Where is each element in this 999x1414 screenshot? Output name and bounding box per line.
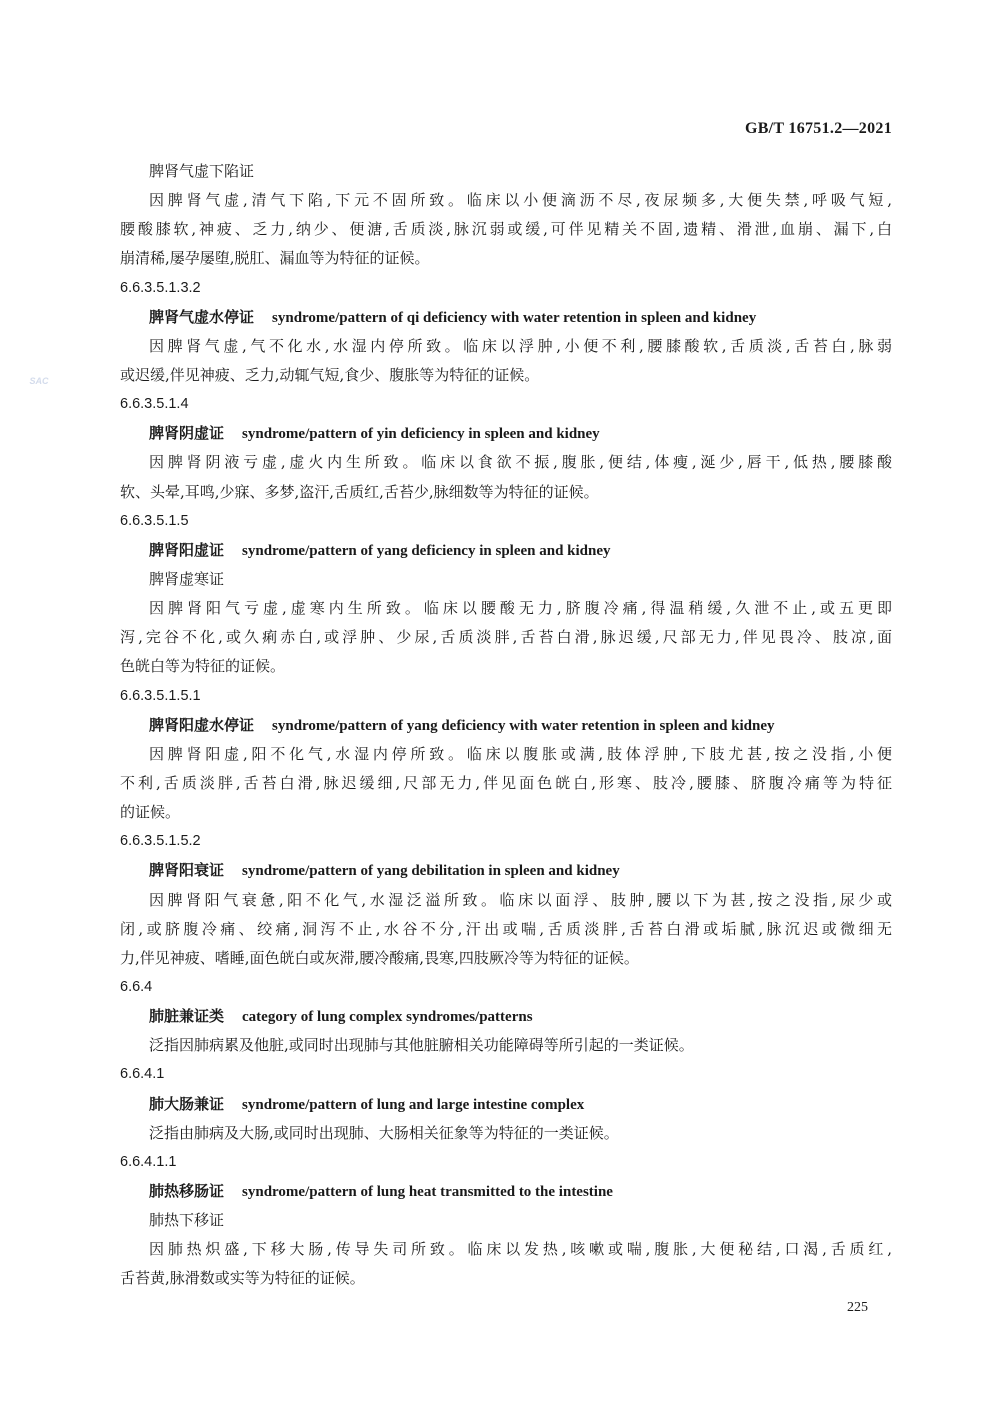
body-text-line: 脾肾气虚下陷证 (149, 162, 255, 180)
body-text-line: 因脾肾阴液亏虚,虚火内生所致。临床以食欲不振,腹胀,便结,体瘦,涎少,唇干,低热,腰膝酸 (149, 453, 892, 472)
body-text-line: 因脾肾气虚,气不化水,水湿内停所致。临床以浮肿,小便不利,腰膝酸软,舌质淡,舌苔白,脉弱 (149, 336, 892, 355)
body-text-line: 因脾肾阳气亏虚,虚寒内生所致。临床以腰酸无力,脐腹冷痛,得温稍缓,久泄不止,或五更即 (149, 599, 892, 618)
term-english: syndrome/pattern of yang deficiency in spleen and kidney (242, 542, 611, 559)
body-text-line: 舌苔黄,脉滑数或实等为特征的证候。 (120, 1269, 365, 1288)
term-heading (0, 856, 999, 885)
term-english: syndrome/pattern of yang deficiency with water retention in spleen and kidney (272, 717, 775, 734)
body-text-line: 因脾肾气虚,清气下陷,下元不固所致。临床以小便滴沥不尽,夜尿频多,大便失禁,呼吸气短, (149, 191, 892, 210)
body-text-line: 的证候。 (120, 803, 181, 822)
clause-number: 6.6.3.5.1.5.1 (120, 687, 201, 704)
clause-number: 6.6.4.1.1 (120, 1153, 177, 1170)
clause-number: 6.6.3.5.1.3.2 (120, 279, 201, 296)
body-text-line: 腰酸膝软,神疲、乏力,纳少、便溏,舌质淡,脉沉弱或缓,可伴见精关不固,遗精、滑泄,血崩、漏下,白 (120, 220, 892, 239)
term-english: syndrome/pattern of lung heat transmitted to the intestine (242, 1183, 613, 1200)
body-text-line: 泛指因肺病累及他脏,或同时出现肺与其他脏腑相关功能障碍等所引起的一类证候。 (149, 1036, 694, 1055)
term-heading (0, 536, 999, 565)
term-heading (0, 711, 999, 740)
page-number: 225 (847, 1300, 868, 1315)
term-chinese: 脾肾阳衰证 (149, 861, 225, 880)
document-body (0, 157, 999, 1293)
sac-watermark: SAC (29, 376, 49, 386)
term-heading (0, 1177, 999, 1206)
body-text-line: 闭,或脐腹冷痛、绞痛,洞泻不止,水谷不分,汗出或喘,舌质淡胖,舌苔白滑或垢腻,脉沉迟或微细无 (120, 919, 892, 938)
term-heading (0, 1090, 999, 1119)
body-text-line: 肺热下移证 (149, 1211, 225, 1230)
term-english: syndrome/pattern of lung and large intestine complex (242, 1096, 585, 1113)
term-english: syndrome/pattern of yin deficiency in spleen and kidney (242, 426, 600, 443)
body-text-line: 色㿠白等为特征的证候。 (120, 657, 286, 676)
clause-number: 6.6.3.5.1.5 (120, 512, 189, 529)
term-chinese: 脾肾气虚水停证 (149, 307, 255, 326)
term-english: syndrome/pattern of yang debilitation in spleen and kidney (242, 863, 620, 880)
clause-number: 6.6.4 (120, 978, 153, 995)
clause-number: 6.6.3.5.1.4 (120, 396, 189, 413)
body-text-line: 因肺热炽盛,下移大肠,传导失司所致。临床以发热,咳嗽或喘,腹胀,大便秘结,口渴,舌质红, (149, 1240, 892, 1259)
term-chinese: 肺脏兼证类 (149, 1007, 225, 1026)
term-heading (0, 1002, 999, 1031)
body-text-line: 崩清稀,屡孕屡堕,脱肛、漏血等为特征的证候。 (120, 249, 430, 268)
term-chinese: 肺大肠兼证 (149, 1094, 225, 1113)
clause-number: 6.6.4.1 (120, 1066, 165, 1083)
body-text-line: 因脾肾阳气衰惫,阳不化气,水湿泛溢所致。临床以面浮、肢肿,腰以下为甚,按之没指,尿少或 (149, 890, 892, 909)
standard-code: GB/T 16751.2—2021 (744, 120, 892, 137)
term-chinese: 脾肾阳虚证 (149, 540, 225, 559)
body-text-line: 软、头晕,耳鸣,少寐、多梦,盗汗,舌质红,舌苔少,脉细数等为特征的证候。 (120, 482, 599, 501)
body-text-line: 力,伴见神疲、嗜睡,面色㿠白或灰滞,腰冷酸痛,畏寒,四肢厥冷等为特征的证候。 (120, 948, 639, 967)
body-text-line: 泻,完谷不化,或久痢赤白,或浮肿、少尿,舌质淡胖,舌苔白滑,脉迟缓,尺部无力,伴见畏冷、肢凉,面 (120, 628, 892, 647)
term-english: syndrome/pattern of qi deficiency with water retention in spleen and kidney (272, 309, 757, 326)
body-text-line: 或迟缓,伴见神疲、乏力,动辄气短,食少、腹胀等为特征的证候。 (120, 365, 540, 384)
clause-number: 6.6.3.5.1.5.2 (120, 833, 201, 850)
term-heading (0, 303, 999, 332)
term-heading (0, 419, 999, 448)
body-text-line: 因脾肾阳虚,阳不化气,水湿内停所致。临床以腹胀或满,肢体浮肿,下肢尤甚,按之没指,小便 (149, 744, 892, 763)
body-text-line: 脾肾虚寒证 (149, 569, 225, 588)
term-chinese: 脾肾阳虚水停证 (149, 715, 255, 734)
term-english: category of lung complex syndromes/patterns (242, 1009, 533, 1026)
term-chinese: 脾肾阴虚证 (149, 424, 225, 443)
body-text-line: 泛指由肺病及大肠,或同时出现肺、大肠相关征象等为特征的一类证候。 (149, 1123, 619, 1142)
term-chinese: 肺热移肠证 (149, 1181, 225, 1200)
body-text-line: 不利,舌质淡胖,舌苔白滑,脉迟缓细,尺部无力,伴见面色㿠白,形寒、肢冷,腰膝、脐腹冷痛等为特征 (120, 773, 892, 792)
